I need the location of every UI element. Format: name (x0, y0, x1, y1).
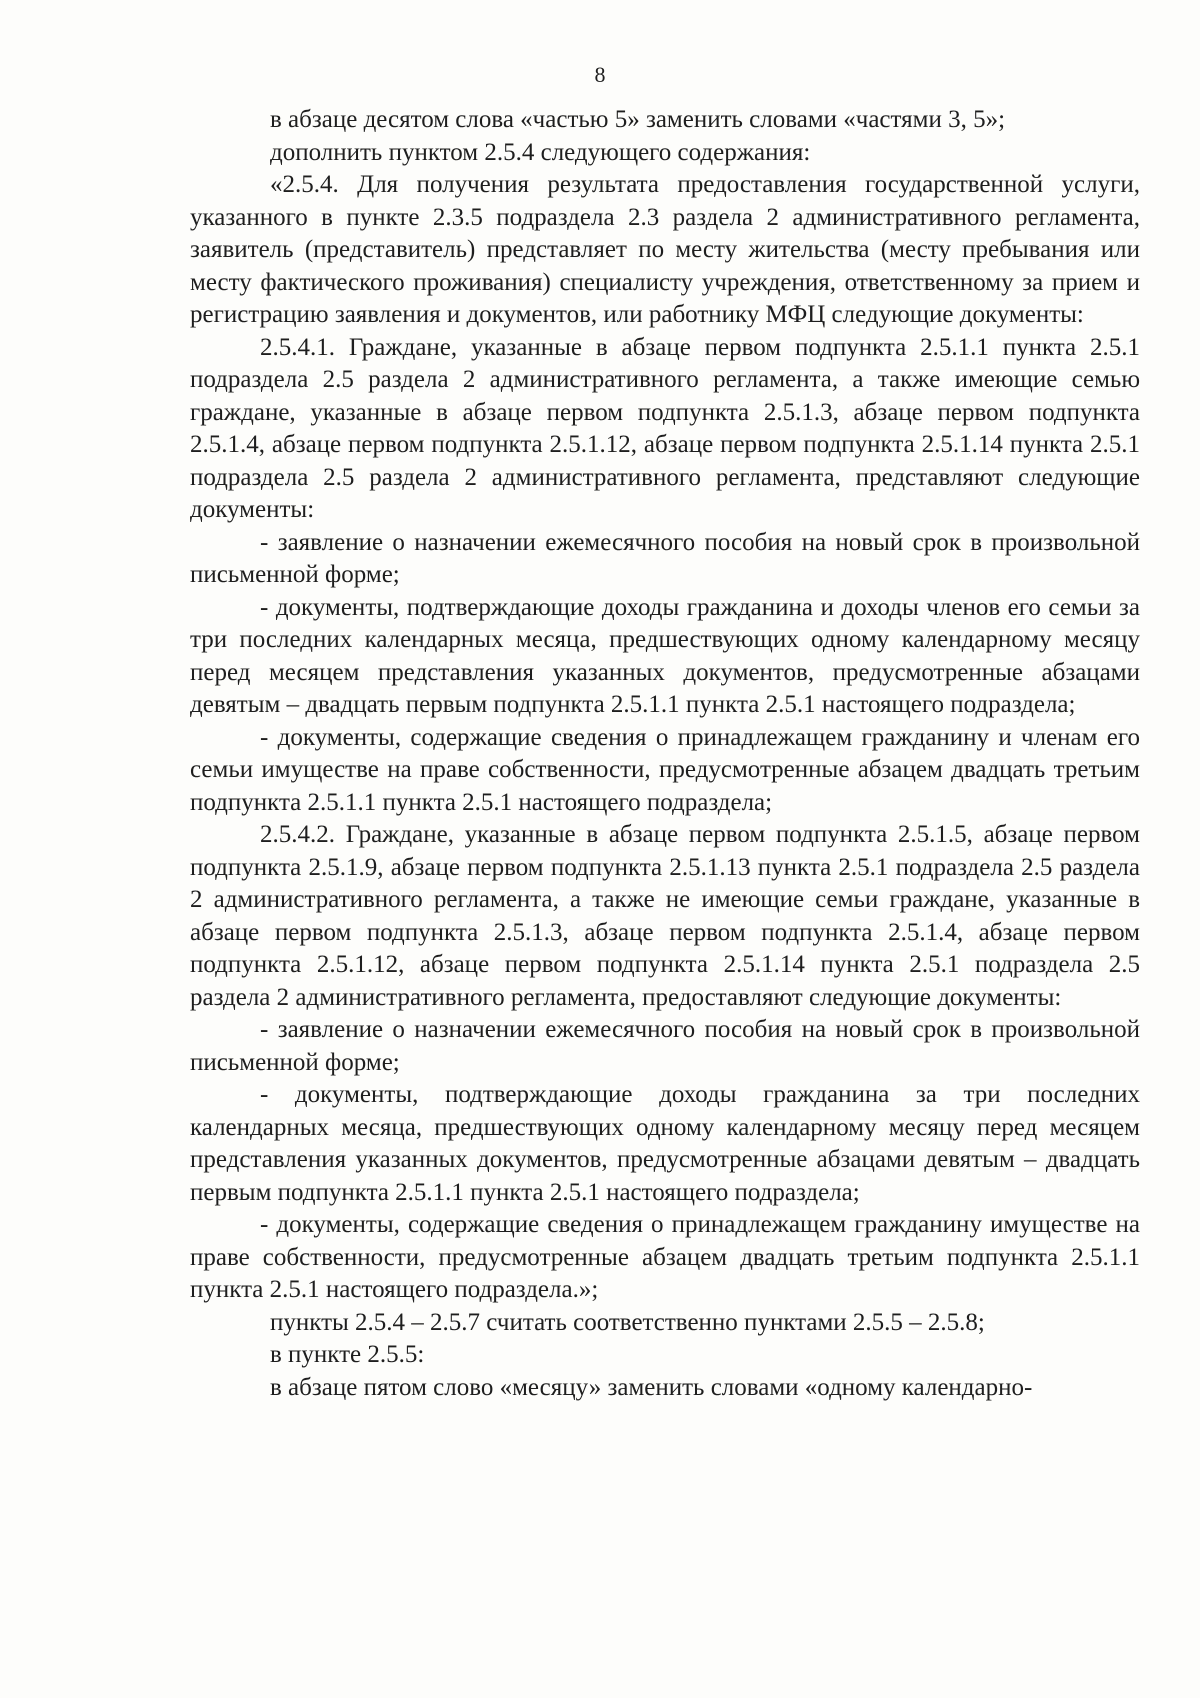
paragraph: дополнить пунктом 2.5.4 следующего содержания: (270, 138, 811, 166)
list-item: - заявление о назначении ежемесячного пособия на новый срок в произвольной письменной форме; (190, 1016, 1140, 1076)
list-item: - документы, содержащие сведения о принадлежащем гражданину и членам его семьи имуществе на праве собственности, предусмотренные абзацем двадцать третьим подпункта 2.5.1.1 пункта 2.5.1 настоящего подраздела; (190, 723, 1140, 816)
list-item: - документы, подтверждающие доходы гражданина за три последних календарных месяца, предшествующих одному календарному месяцу перед месяцем представления указанных документов, предусмотренные абзацами девятым – двадцать первым подпункта 2.5.1.1 пункта 2.5.1 настоящего подраздела; (190, 1081, 1140, 1206)
paragraph: в пункте 2.5.5: (270, 1341, 425, 1368)
paragraph: в абзаце пятом слово «месяцу» заменить словами «одному календарно- (270, 1373, 1033, 1401)
list-item: - документы, подтверждающие доходы гражданина и доходы членов его семьи за три последних календарных месяца, предшествующих одному календарному месяцу перед месяцем представления указанных документов, предусмотренные абзацами девятым – двадцать первым подпункта 2.5.1.1 пункта 2.5.1 настоящего подраздела; (190, 593, 1140, 718)
paragraph: пункты 2.5.4 – 2.5.7 считать соответственно пунктами 2.5.5 – 2.5.8; (270, 1308, 985, 1336)
paragraph: 2.5.4.1. Граждане, указанные в абзаце первом подпункта 2.5.1.1 пункта 2.5.1 подраздела 2.5 раздела 2 административного регламента, а также имеющие семью граждане, указанные в абзаце первом подпункта 2.5.1.3, абзаце первом подпункта 2.5.1.4, абзаце первом подпункта 2.5.1.12, абзаце первом подпункта 2.5.1.14 пункта 2.5.1 подраздела 2.5 раздела 2 административного регламента, представляют следующие документы: (190, 333, 1140, 523)
paragraph: 2.5.4.2. Граждане, указанные в абзаце первом подпункта 2.5.1.5, абзаце первом подпункта 2.5.1.9, абзаце первом подпункта 2.5.1.13 пункта 2.5.1 подраздела 2.5 раздела 2 административного регламента, а также не имеющие семьи граждане, указанные в абзаце первом подпункта 2.5.1.3, абзаце первом подпункта 2.5.1.4, абзаце первом подпункта 2.5.1.12, абзаце первом подпункта 2.5.1.14 пункта 2.5.1 подраздела 2.5 раздела 2 административного регламента, предоставляют следующие документы: (190, 821, 1140, 1011)
paragraph: «2.5.4. Для получения результата предоставления государственной услуги, указанного в пункте 2.3.5 подраздела 2.3 раздела 2 административного регламента, заявитель (представитель) представляет по месту жительства (месту пребывания или месту фактического проживания) специалисту учреждения, ответственному за прием и регистрацию заявления и документов, или работнику МФЦ следующие документы: (190, 171, 1140, 328)
paragraph: в абзаце десятом слова «частью 5» заменить словами «частями 3, 5»; (270, 106, 1006, 133)
page-number: 8 (594, 62, 606, 87)
document-body (190, 104, 1140, 1404)
list-item: - документы, содержащие сведения о принадлежащем гражданину имуществе на праве собственности, предусмотренные абзацем двадцать третьим подпункта 2.5.1.1 пункта 2.5.1 настоящего подраздела.»; (190, 1211, 1140, 1303)
list-item: - заявление о назначении ежемесячного пособия на новый срок в произвольной письменной форме; (190, 528, 1140, 588)
